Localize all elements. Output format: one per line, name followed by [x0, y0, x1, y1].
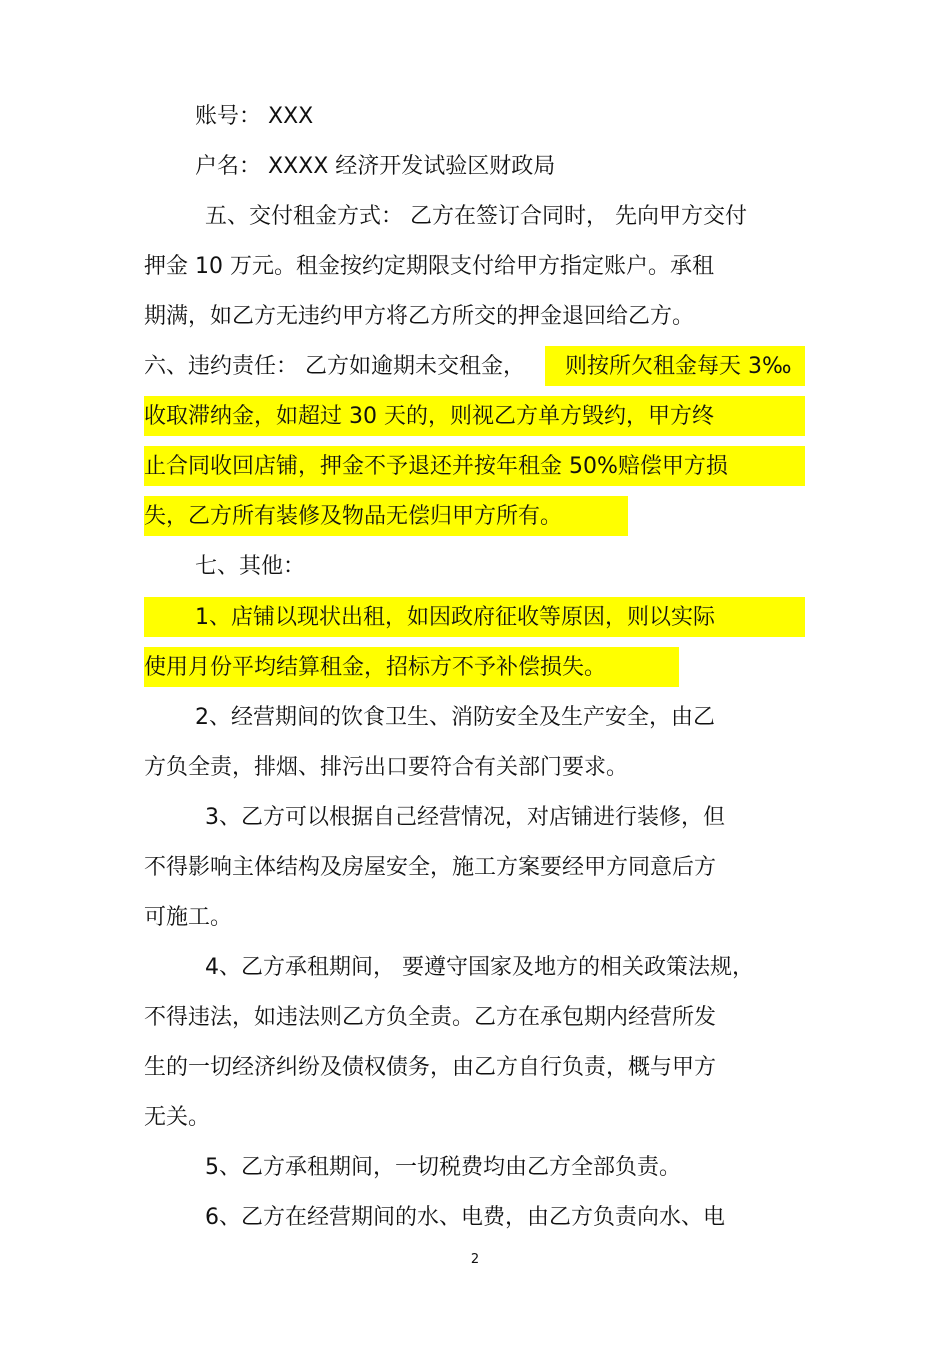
paragraph-line: 2、经营期间的饮食卫生、消防安全及生产安全，由乙 — [195, 705, 715, 730]
paragraph-line: 3、乙方可以根据自己经营情况，对店铺进行装修，但 — [205, 805, 725, 830]
paragraph-line: 可施工。 — [144, 905, 233, 930]
paragraph-line: 不得影响主体结构及房屋安全，施工方案要经甲方同意后方 — [144, 855, 717, 880]
paragraph-line: 期满，如乙方无违约甲方将乙方所交的押金退回给乙方。 — [144, 304, 695, 329]
page-number: 2 — [470, 1252, 480, 1267]
paragraph-line: 生的一切经济纠纷及债权债务，由乙方自行负责，概与甲方 — [144, 1055, 717, 1080]
paragraph-line: 不得违法，如违法则乙方负全责。乙方在承包期内经营所发 — [144, 1005, 717, 1030]
paragraph-line: 五、交付租金方式： 乙方在签订合同时， 先向甲方交付 — [205, 204, 747, 229]
paragraph-line: 押金 10 万元。租金按约定期限支付给甲方指定账户。承租 — [144, 254, 714, 279]
highlighted-line: 止合同收回店铺，押金不予退还并按年租金 50%赔偿甲方损 — [144, 454, 728, 479]
paragraph-line: 无关。 — [144, 1105, 211, 1130]
paragraph-line: 6、乙方在经营期间的水、电费，由乙方负责向水、电 — [205, 1205, 725, 1230]
paragraph-line: 4、乙方承租期间， 要遵守国家及地方的相关政策法规， — [205, 955, 754, 980]
highlighted-line: 收取滞纳金，如超过 30 天的，则视乙方单方毁约，甲方终 — [144, 404, 714, 429]
section-heading-other: 七、其他： — [195, 554, 306, 579]
section-heading-breach: 六、违约责任： 乙方如逾期未交租金， — [144, 354, 525, 379]
account-number-line: 账号： XXX — [195, 104, 314, 129]
highlighted-line: 1、店铺以现状出租，如因政府征收等原因，则以实际 — [195, 605, 715, 630]
paragraph-line: 5、乙方承租期间，一切税费均由乙方全部负责。 — [205, 1155, 681, 1180]
highlighted-line: 则按所欠租金每天 3‰ — [565, 354, 792, 379]
account-name-line: 户名： XXXX 经济开发试验区财政局 — [195, 154, 556, 179]
paragraph-line: 方负全责，排烟、排污出口要符合有关部门要求。 — [144, 755, 629, 780]
highlighted-line: 使用月份平均结算租金，招标方不予补偿损失。 — [144, 655, 607, 680]
highlighted-line: 失，乙方所有装修及物品无偿归甲方所有。 — [144, 504, 563, 529]
